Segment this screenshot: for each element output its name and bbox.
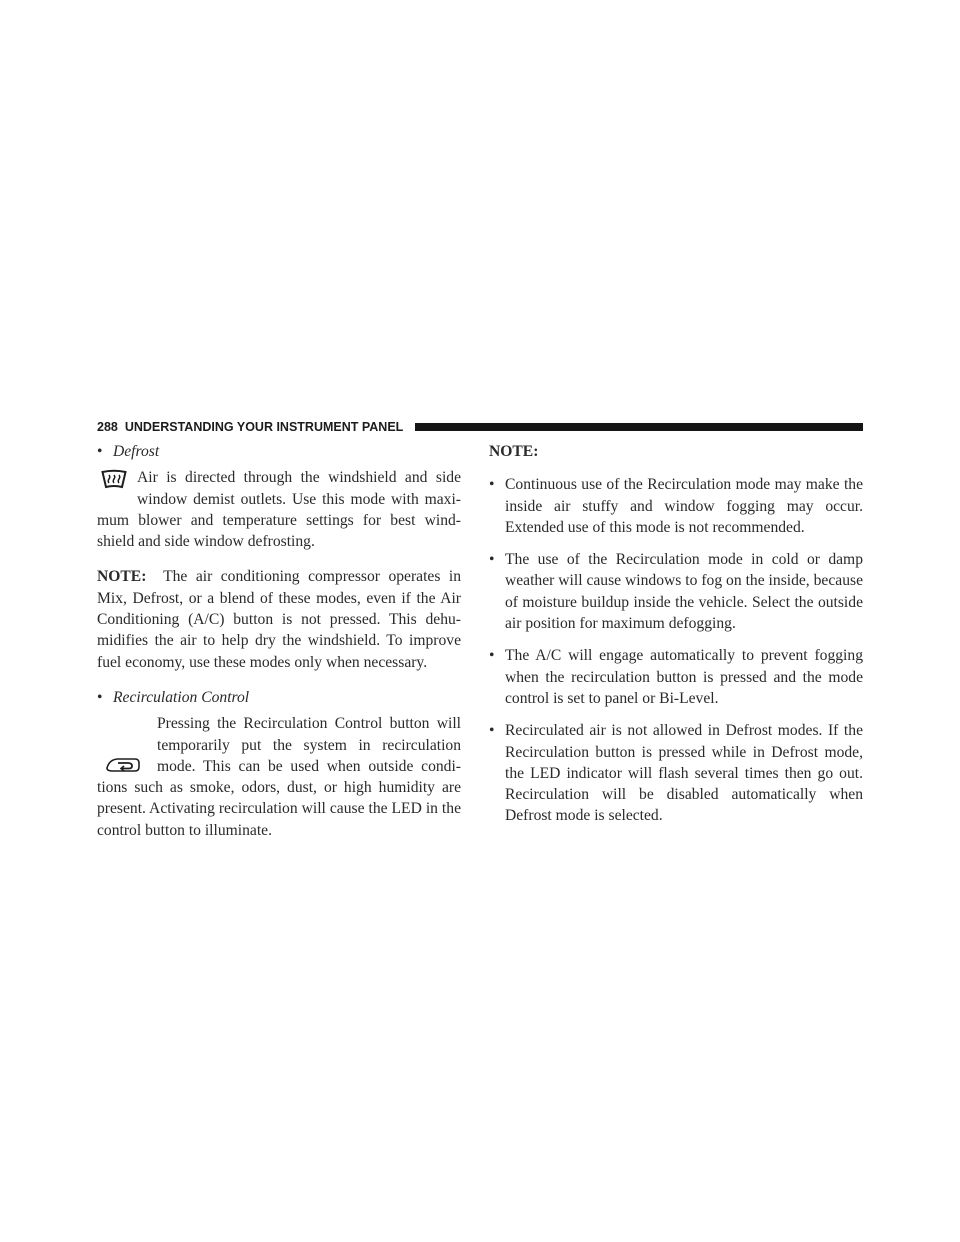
recirculation-block bbox=[97, 713, 461, 841]
header-text bbox=[97, 420, 409, 434]
page-number: 288 bbox=[97, 420, 118, 434]
list-item: • Continuous use of the Recirculation mode may make the inside air stuffy and window fogging may occur. Extended use of this mode is not recommended. bbox=[489, 476, 863, 536]
header-rule bbox=[415, 423, 863, 431]
bullet: • bbox=[97, 688, 103, 706]
list-item: • Recirculated air is not allowed in Defrost modes. If the Recirculation button is pressed while in Defrost mode, the LED indicator will flash several times then go out. Recirculation will be disabled automatically when Defrost mode is selected. bbox=[489, 722, 863, 825]
note-list bbox=[489, 474, 863, 826]
page-header bbox=[97, 420, 863, 434]
defrost-description: Air is directed through the windshield and side window demist outlets. Use this mode with maxi-mum blower and temperature settings for best wind-shield and side window defrosting. bbox=[97, 469, 461, 551]
section-title: UNDERSTANDING YOUR INSTRUMENT PANEL bbox=[124, 420, 404, 434]
compressor-note bbox=[97, 566, 461, 672]
recirculation-icon bbox=[105, 755, 141, 775]
bullet: • bbox=[97, 443, 103, 460]
recirculation-description: Pressing the Recirculation Control button will temporarily put the system in recirculation mode. This can be used when outside condi-tions such as smoke, odors, dust, or high humidity are present. Activating recirculation will cause the LED in the control button to illuminate. bbox=[97, 715, 461, 839]
note-text: The air conditioning compressor operates in Mix, Defrost, or a blend of these modes, even if the Air Conditioning (A/C) button is not pressed. This dehu-midifies the air to help dry the windshield. To improve fuel economy, use these modes only when necessary. bbox=[97, 568, 462, 671]
note-label: NOTE: bbox=[97, 568, 147, 586]
right-column bbox=[489, 441, 863, 838]
list-item: • The A/C will engage automatically to prevent fogging when the recirculation button is pressed and the mode control is set to panel or Bi-Level. bbox=[489, 647, 863, 707]
note-title: NOTE: bbox=[489, 443, 539, 460]
windshield-defrost-icon bbox=[101, 469, 127, 489]
defrost-heading: • Defrost bbox=[97, 441, 461, 462]
defrost-block bbox=[97, 467, 461, 552]
recirculation-heading: • Recirculation Control bbox=[97, 687, 461, 708]
list-item: • The use of the Recirculation mode in cold or damp weather will cause windows to fog on the inside, because of moisture buildup inside the vehicle. Select the outside air position for maximum defogging. bbox=[489, 551, 863, 633]
left-column bbox=[97, 441, 461, 841]
